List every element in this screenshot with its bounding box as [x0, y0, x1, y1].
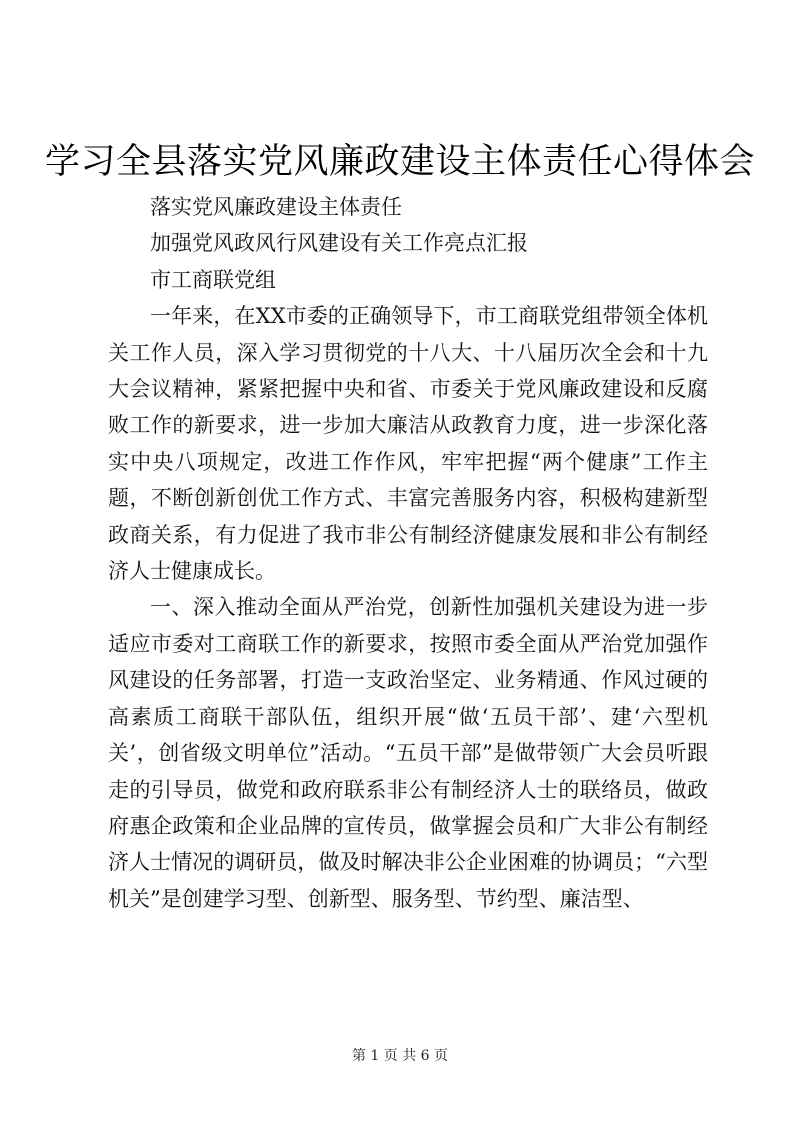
paragraph-intro: 一年来，在XX市委的正确领导下，市工商联党组带领全体机关工作人员，深入学习贯彻党的十八大、十八届历次全会和十九大会议精神，紧紧把握中央和省、市委关于党风廉政建设和反腐败工作的新要求，进一步加大廉洁从政教育力度，进一步深化落实中央八项规定，改进工作作风，牢牢把握“两个健康”工作主题，不断创新创优工作方式、丰富完善服务内容，积极构建新型政商关系，有力促进了我市非公有制经济健康发展和非公有制经济人士健康成长。 — [108, 304, 708, 584]
paragraph-author: 市工商联党组 — [150, 267, 276, 292]
paragraph-subtitle: 落实党风廉政建设主体责任 — [150, 195, 402, 219]
document-body — [108, 189, 708, 917]
page-number-footer: 第 1 页 共 6 页 — [351, 1048, 449, 1064]
paragraph-section-one: 一、深入推动全面从严治党，创新性加强机关建设为进一步适应市委对工商联工作的新要求，按照市委全面从严治党加强作风建设的任务部署，打造一支政治坚定、业务精通、作风过硬的高素质工商联干部队伍，组织开展“做‘五员干部’、建‘六型机关’，创省级文明单位”活动。“五员干部”是做带领广大会员听跟走的引导员，做党和政府联系非公有制经济人士的联络员，做政府惠企政策和企业品牌的宣传员，做掌握会员和广大非公有制经济人士情况的调研员，做及时解决非公企业困难的协调员；“六型机关”是创建学习型、创新型、服务型、节约型、廉洁型、 — [108, 595, 708, 911]
paragraph-report-title: 加强党风政风行风建设有关工作亮点汇报 — [150, 231, 528, 256]
document-title: 学习全县落实党风廉政建设主体责任心得体会 — [44, 142, 755, 182]
